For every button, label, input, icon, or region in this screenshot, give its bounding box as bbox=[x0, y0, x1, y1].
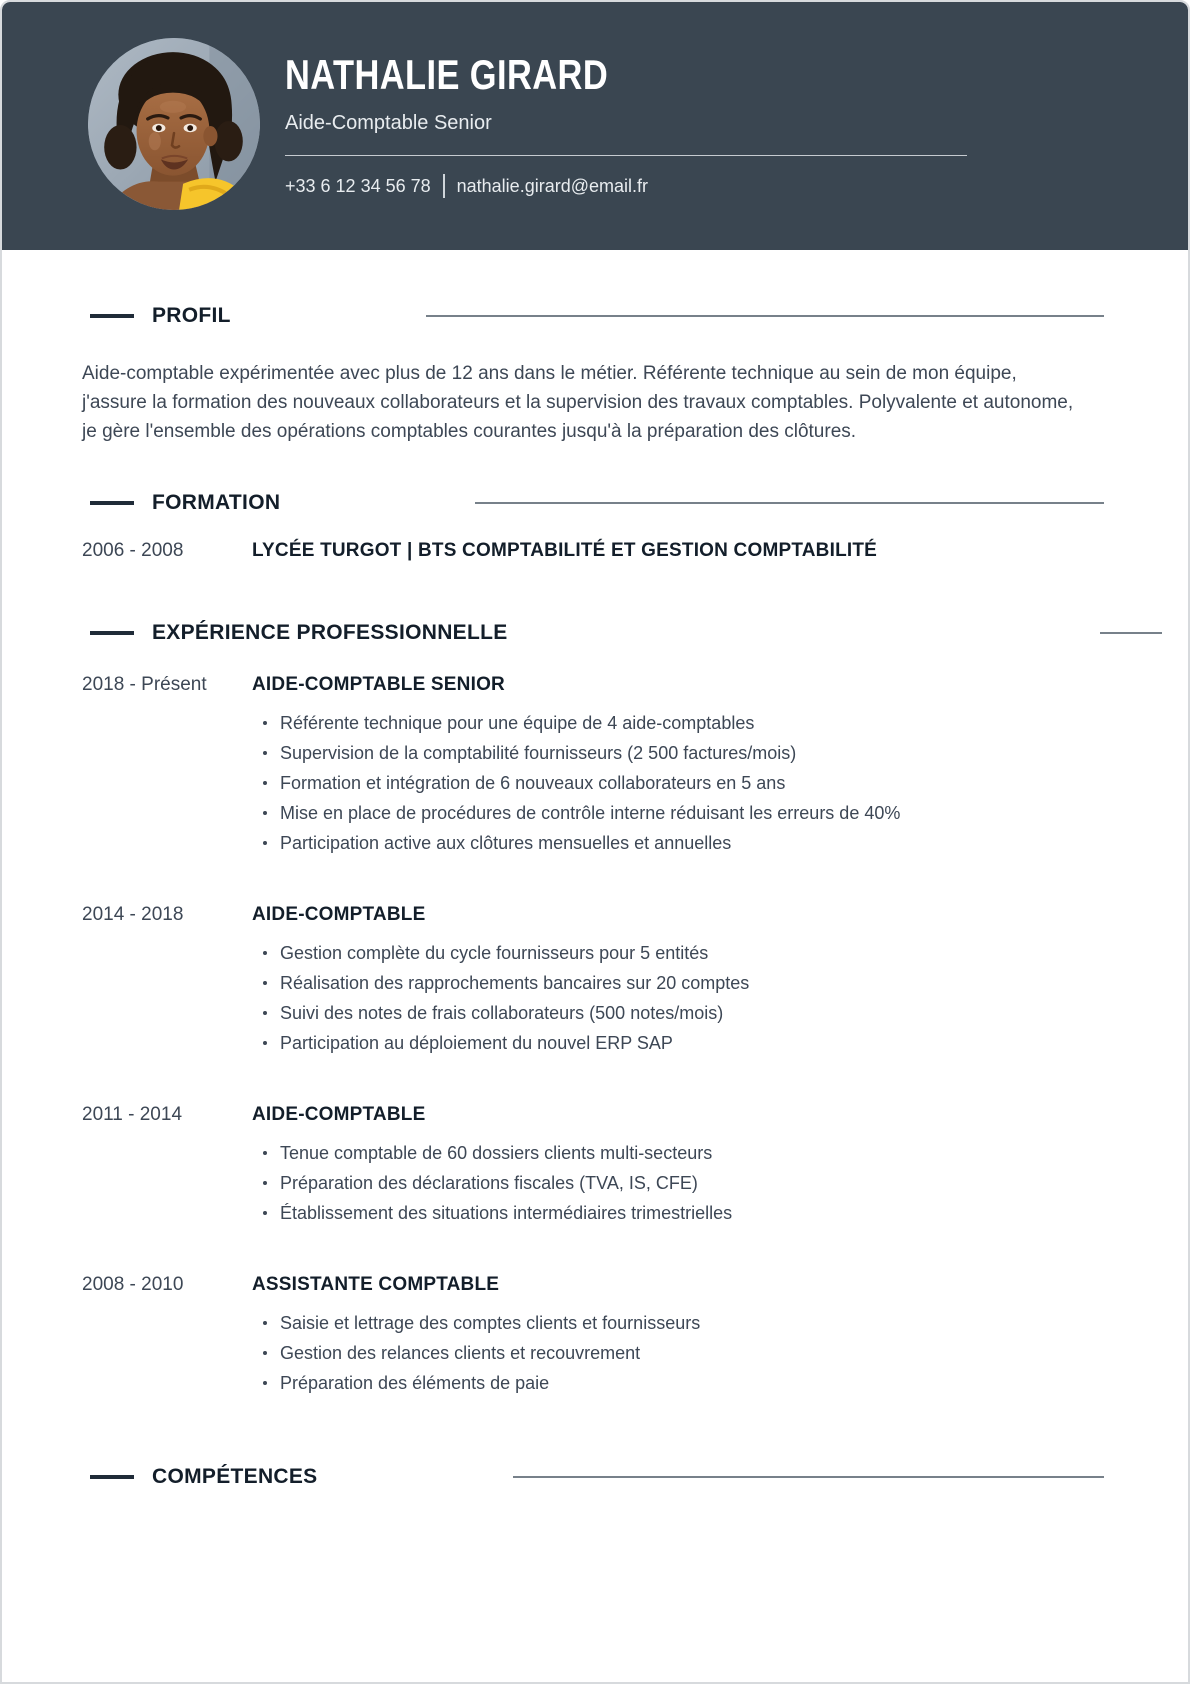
header-text-block bbox=[285, 51, 967, 198]
job-title: AIDE-COMPTABLE SENIOR bbox=[252, 674, 505, 695]
section-title: EXPÉRIENCE PROFESSIONNELLE bbox=[152, 621, 508, 644]
section-profil bbox=[82, 303, 1104, 446]
section-formation bbox=[82, 490, 1104, 562]
job-bullet: Réalisation des rapprochements bancaires sur 20 comptes bbox=[252, 968, 1104, 998]
job-entry bbox=[82, 904, 1104, 1058]
profile-photo bbox=[88, 38, 260, 210]
heading-rule bbox=[513, 1476, 1105, 1478]
job-bullet: Saisie et lettrage des comptes clients et fournisseurs bbox=[252, 1308, 1104, 1338]
formation-degree: LYCÉE TURGOT | BTS COMPTABILITÉ ET GESTION COMPTABILITÉ bbox=[252, 540, 878, 561]
job-entry bbox=[82, 1274, 1104, 1398]
contact-line bbox=[285, 174, 967, 198]
job-period: 2011 - 2014 bbox=[82, 1104, 183, 1125]
section-heading-row bbox=[82, 1464, 1104, 1490]
job-bullet: Gestion complète du cycle fournisseurs pour 5 entités bbox=[252, 938, 1104, 968]
section-experience bbox=[82, 620, 1104, 1398]
job-bullet: Référente technique pour une équipe de 4 aide-comptables bbox=[252, 708, 1104, 738]
heading-dash bbox=[90, 501, 134, 505]
section-title: PROFIL bbox=[152, 304, 231, 327]
contact-separator bbox=[443, 174, 445, 198]
job-bullet-list bbox=[252, 708, 1104, 858]
section-competences bbox=[82, 1464, 1104, 1490]
formation-entry bbox=[82, 540, 1104, 562]
job-title: ASSISTANTE COMPTABLE bbox=[252, 1274, 500, 1295]
candidate-name: NATHALIE GIRARD bbox=[285, 51, 609, 98]
formation-period: 2006 - 2008 bbox=[82, 540, 184, 561]
job-period: 2018 - Présent bbox=[82, 674, 207, 695]
candidate-job-title: Aide-Comptable Senior bbox=[285, 112, 492, 134]
job-entry bbox=[82, 1104, 1104, 1228]
job-bullet: Mise en place de procédures de contrôle interne réduisant les erreurs de 40% bbox=[252, 798, 1104, 828]
job-bullet: Tenue comptable de 60 dossiers clients multi-secteurs bbox=[252, 1138, 1104, 1168]
job-title: AIDE-COMPTABLE bbox=[252, 904, 426, 925]
job-bullet-list bbox=[252, 938, 1104, 1058]
job-bullet: Participation au déploiement du nouvel ERP SAP bbox=[252, 1028, 1104, 1058]
job-bullet: Formation et intégration de 6 nouveaux collaborateurs en 5 ans bbox=[252, 768, 1104, 798]
heading-rule bbox=[426, 315, 1104, 317]
job-title: AIDE-COMPTABLE bbox=[252, 1104, 426, 1125]
job-bullet: Préparation des déclarations fiscales (TVA, IS, CFE) bbox=[252, 1168, 1104, 1198]
email-address: nathalie.girard@email.fr bbox=[456, 175, 648, 196]
heading-dash bbox=[90, 314, 134, 318]
job-bullet: Supervision de la comptabilité fournisseurs (2 500 factures/mois) bbox=[252, 738, 1104, 768]
heading-rule bbox=[1100, 632, 1162, 634]
section-title: COMPÉTENCES bbox=[152, 1465, 318, 1488]
header-divider bbox=[285, 155, 967, 156]
job-bullet: Suivi des notes de frais collaborateurs (500 notes/mois) bbox=[252, 998, 1104, 1028]
header bbox=[2, 2, 1188, 250]
job-bullet: Gestion des relances clients et recouvrement bbox=[252, 1338, 1104, 1368]
heading-dash bbox=[90, 631, 134, 635]
section-heading-row bbox=[82, 490, 1104, 516]
section-heading-row bbox=[82, 303, 1104, 329]
profile-summary: Aide-comptable expérimentée avec plus de 12 ans dans le métier. Référente technique au sein de mon équipe, j'assure la formation des nouveaux collaborateurs et la supervision des travaux comptables. Polyvalente et autonome, je gère l'ensemble des opérations comptables courantes jusqu'à la préparation des clôtures. bbox=[82, 363, 1074, 442]
job-bullet: Participation active aux clôtures mensuelles et annuelles bbox=[252, 828, 1104, 858]
job-period: 2014 - 2018 bbox=[82, 904, 184, 925]
job-period: 2008 - 2010 bbox=[82, 1274, 184, 1295]
portrait-illustration bbox=[88, 38, 260, 210]
section-title: FORMATION bbox=[152, 491, 281, 514]
job-bullet: Préparation des éléments de paie bbox=[252, 1368, 1104, 1398]
job-bullet-list bbox=[252, 1308, 1104, 1398]
job-bullet: Établissement des situations intermédiaires trimestrielles bbox=[252, 1198, 1104, 1228]
phone-number: +33 6 12 34 56 78 bbox=[285, 175, 431, 196]
heading-rule bbox=[475, 502, 1104, 504]
resume-body bbox=[2, 303, 1188, 1490]
heading-dash bbox=[90, 1475, 134, 1479]
section-heading-row bbox=[82, 620, 1104, 646]
job-bullet-list bbox=[252, 1138, 1104, 1228]
job-entry bbox=[82, 674, 1104, 858]
